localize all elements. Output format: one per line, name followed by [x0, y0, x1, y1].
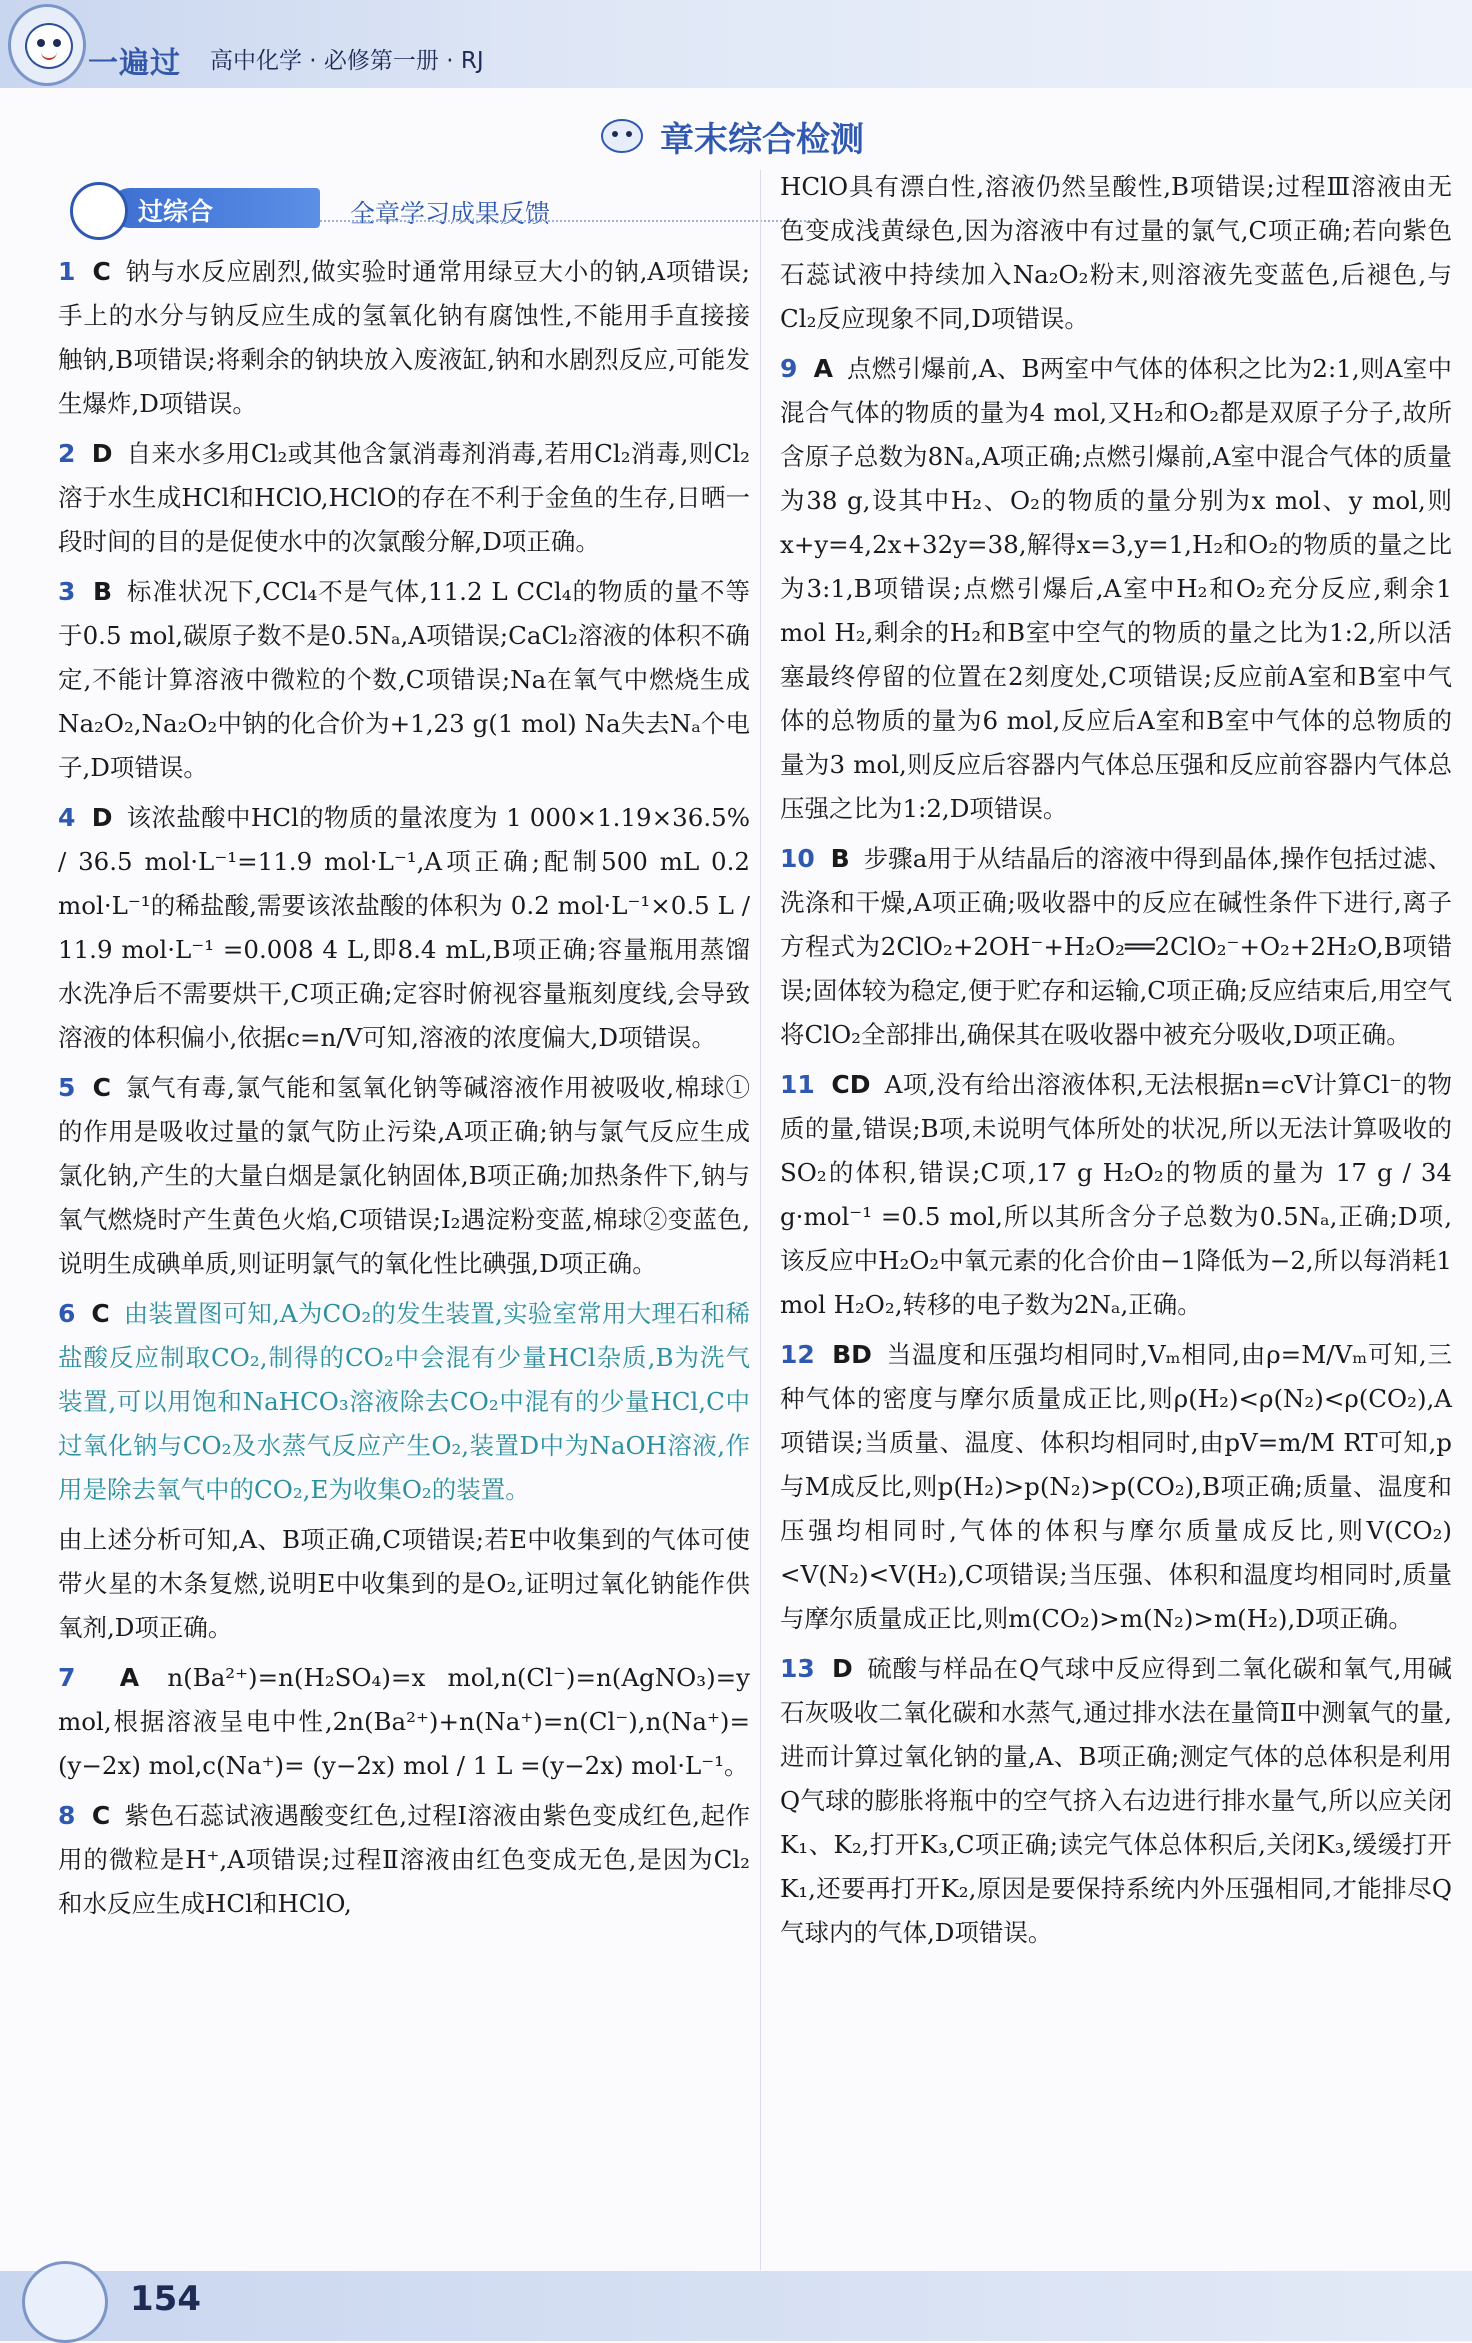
right-column [780, 165, 1452, 1961]
explanation-text: A项,没有给出溶液体积,无法根据n=cV计算Cl⁻的物质的量,错误;B项,未说明气体所处的状况,所以无法计算吸收的SO₂的体积,错误;C项,17 g H₂O₂的物质的量为 17 g / 34 g·mol⁻¹ =0.5 mol,所以其所含分子总数为0.5Nₐ,正确;D项,该反应中H₂O₂中氧元素的化合价由−1降低为−2,所以每消耗1 mol H₂O₂,转移的电子数为2Nₐ,正确。 [780, 1070, 1452, 1319]
answer-item [58, 432, 750, 564]
answer-choice: C [92, 1073, 112, 1102]
question-number: 6 [58, 1299, 76, 1328]
answer-choice: C [92, 257, 111, 286]
explanation-text: 该浓盐酸中HCl的物质的量浓度为 1 000×1.19×36.5% / 36.5 mol·L⁻¹=11.9 mol·L⁻¹,A项正确;配制500 mL 0.2 mol·L⁻¹的稀盐酸,需要该浓盐酸的体积为 0.2 mol·L⁻¹×0.5 L / 11.9 mol·L⁻¹ =0.008 4 L,即8.4 mL,B项正确;容量瓶用蒸馏水洗净后不需要烘干,C项正确;定容时俯视容量瓶刻度线,会导致溶液的体积偏小,依据c=n/V可知,溶液的浓度偏大,D项错误。 [58, 803, 750, 1052]
explanation-text: 氯气有毒,氯气能和氢氧化钠等碱溶液作用被吸收,棉球①的作用是吸收过量的氯气防止污染,A项正确;钠与氯气反应生成氯化钠,产生的大量白烟是氯化钠固体,B项正确;加热条件下,钠与氧气燃烧时产生黄色火焰,C项错误;I₂遇淀粉变蓝,棉球②变蓝色,说明生成碘单质,则证明氯气的氧化性比碘强,D项正确。 [58, 1073, 751, 1278]
explanation-text: 标准状况下,CCl₄不是气体,11.2 L CCl₄的物质的量不等于0.5 mol,碳原子数不是0.5Nₐ,A项错误;CaCl₂溶液的体积不确定,不能计算溶液中微粒的个数,C项错误;Na在氧气中燃烧生成Na₂O₂,Na₂O₂中钠的化合价为+1,23 g(1 mol) Na失去Nₐ个电子,D项错误。 [58, 577, 751, 782]
question-number: 7 [58, 1663, 76, 1692]
answer-choice: C [91, 1299, 110, 1328]
question-number: 8 [58, 1801, 76, 1830]
answer-item-continued [58, 1518, 750, 1650]
explanation-text: HClO具有漂白性,溶液仍然呈酸性,B项错误;过程Ⅲ溶液由无色变成浅黄绿色,因为溶液中有过量的氯气,C项正确;若向紫色石蕊试液中持续加入Na₂O₂粉末,则溶液先变蓝色,后褪色,与Cl₂反应现象不同,D项错误。 [780, 172, 1452, 333]
book-subject: 高中化学 · 必修第一册 · RJ [210, 48, 484, 74]
answer-item [58, 1794, 750, 1926]
mascot-logo-icon [8, 4, 86, 86]
page-number: 154 [130, 2279, 201, 2319]
answer-choice: A [813, 354, 833, 383]
mascot-icon [600, 118, 644, 154]
explanation-text: 硫酸与样品在Q气球中反应得到二氧化碳和氧气,用碱石灰吸收二氧化碳和水蒸气,通过排水法在量筒Ⅱ中测氧气的量,进而计算过氧化钠的量,A、B项正确;测定气体的总体积是利用Q气球的膨胀将瓶中的空气挤入右边进行排水量气,所以应关闭K₁、K₂,打开K₃,C项正确;读完气体总体积后,关闭K₃,缓缓打开K₁,还要再打开K₂,原因是要保持系统内外压强相同,才能排尽Q气球内的气体,D项错误。 [780, 1654, 1453, 1947]
answer-choice: CD [831, 1070, 871, 1099]
answer-item [780, 837, 1452, 1057]
answer-choice: B [92, 577, 113, 606]
section-label: 过综合 [138, 197, 214, 226]
answer-item [58, 1292, 750, 1512]
answer-choice: C [91, 1801, 111, 1830]
page-footer [0, 2271, 1472, 2341]
answer-item [58, 1066, 750, 1286]
analysis-text: 由装置图可知,A为CO₂的发生装置,实验室常用大理石和稀盐酸反应制取CO₂,制得的CO₂中会混有少量HCl杂质,B为洗气装置,可以用饱和NaHCO₃溶液除去CO₂中混有的少量HCl,C中过氧化钠与CO₂及水蒸气反应产生O₂,装置D中为NaOH溶液,作用是除去氧气中的CO₂,E为收集O₂的装置。 [58, 1299, 750, 1504]
question-number: 4 [58, 803, 76, 832]
question-number: 10 [780, 844, 815, 873]
answer-item [58, 570, 750, 790]
section-rule [320, 220, 810, 222]
explanation-text: 钠与水反应剧烈,做实验时通常用绿豆大小的钠,A项错误;手上的水分与钠反应生成的氢氧化钠有腐蚀性,不能用手直接接触钠,B项错误;将剩余的钠块放入废液缸,钠和水剧烈反应,可能发生爆炸,D项错误。 [58, 257, 750, 418]
question-number: 2 [58, 439, 76, 468]
question-number: 12 [780, 1340, 815, 1369]
question-number: 5 [58, 1073, 76, 1102]
explanation-text: 点燃引爆前,A、B两室中气体的体积之比为2:1,则A室中混合气体的物质的量为4 mol,又H₂和O₂都是双原子分子,故所含原子总数为8Nₐ,A项正确;点燃引爆前,A室中混合气体的质量为38 g,设其中H₂、O₂的物质的量分别为x mol、y mol,则x+y=4,2x+32y=38,解得x=3,y=1,H₂和O₂的物质的量之比为3:1,B项错误;点燃引爆后,A室中H₂和O₂充分反应,剩余1 mol H₂,剩余的H₂和B室中空气的物质的量之比为1:2,所以活塞最终停留的位置在2刻度处,C项错误;反应前A室和B室中气体的总物质的量为6 mol,反应后A室和B室中气体的总物质的量为3 mol,则反应后容器内气体总压强和反应前容器内气体总压强之比为1:2,D项错误。 [780, 354, 1452, 823]
question-number: 13 [780, 1654, 815, 1683]
answer-item [58, 1656, 750, 1788]
explanation-text: 紫色石蕊试液遇酸变红色,过程Ⅰ溶液由紫色变成红色,起作用的微粒是H⁺,A项错误;过程Ⅱ溶液由红色变成无色,是因为Cl₂和水反应生成HCl和HClO, [58, 1801, 750, 1918]
column-divider [760, 170, 761, 2270]
footer-mascot-icon [22, 2261, 108, 2343]
answer-choice: A [119, 1663, 140, 1692]
answer-item [780, 1647, 1452, 1955]
question-number: 9 [780, 354, 798, 383]
explanation-text: n(Ba²⁺)=n(H₂SO₄)=x mol,n(Cl⁻)=n(AgNO₃)=y mol,根据溶液呈电中性,2n(Ba²⁺)+n(Na⁺)=n(Cl⁻),n(Na⁺)=(y−2x) mol,c(Na⁺)= (y−2x) mol / 1 L =(y−2x) mol·L⁻¹。 [58, 1663, 750, 1780]
explanation-text: 当温度和压强均相同时,Vₘ相同,由ρ=M/Vₘ可知,三种气体的密度与摩尔质量成正比,则ρ(H₂)<ρ(N₂)<ρ(CO₂),A项错误;当质量、温度、体积均相同时,由pV=m/M RT可知,p与M成反比,则p(H₂)>p(N₂)>p(CO₂),B项正确;质量、温度和压强均相同时,气体的体积与摩尔质量成反比,则V(CO₂)<V(N₂)<V(H₂),C项错误;当压强、体积和温度均相同时,质量与摩尔质量成正比,则m(CO₂)>m(N₂)>m(H₂),D项正确。 [780, 1340, 1453, 1633]
answer-choice: BD [832, 1340, 872, 1369]
left-column [58, 250, 750, 1932]
page-header [0, 0, 1472, 88]
answer-choice: D [91, 803, 113, 832]
answer-choice: B [830, 844, 850, 873]
answer-item [58, 250, 750, 426]
answer-item [58, 796, 750, 1060]
answer-item [780, 1063, 1452, 1327]
question-number: 11 [780, 1070, 815, 1099]
answer-choice: D [91, 439, 113, 468]
section-subtitle: 全章学习成果反馈 [350, 199, 551, 228]
answer-item [780, 165, 1452, 341]
answer-item [780, 347, 1452, 831]
brand-name: 一遍过 [88, 46, 181, 81]
question-number: 3 [58, 577, 76, 606]
section-header [70, 182, 760, 234]
explanation-text: 自来水多用Cl₂或其他含氯消毒剂消毒,若用Cl₂消毒,则Cl₂溶于水生成HCl和HClO,HClO的存在不利于金鱼的生存,日晒一段时间的目的是促使水中的次氯酸分解,D项正确。 [58, 439, 750, 556]
section-mascot-icon [70, 182, 128, 240]
explanation-text: 步骤a用于从结晶后的溶液中得到晶体,操作包括过滤、洗涤和干燥,A项正确;吸收器中的反应在碱性条件下进行,离子方程式为2ClO₂+2OH⁻+H₂O₂══2ClO₂⁻+O₂+2H₂O,B项错误;固体较为稳定,便于贮存和运输,C项正确;反应结束后,用空气将ClO₂全部排出,确保其在吸收器中被充分吸收,D项正确。 [780, 844, 1452, 1049]
question-number: 1 [58, 257, 76, 286]
answer-choice: D [831, 1654, 853, 1683]
page-title: 章末综合检测 [660, 120, 864, 160]
explanation-text: 由上述分析可知,A、B项正确,C项错误;若E中收集到的气体可使带火星的木条复燃,说明E中收集到的是O₂,证明过氧化钠能作供氧剂,D项正确。 [58, 1525, 750, 1642]
answer-item [780, 1333, 1452, 1641]
